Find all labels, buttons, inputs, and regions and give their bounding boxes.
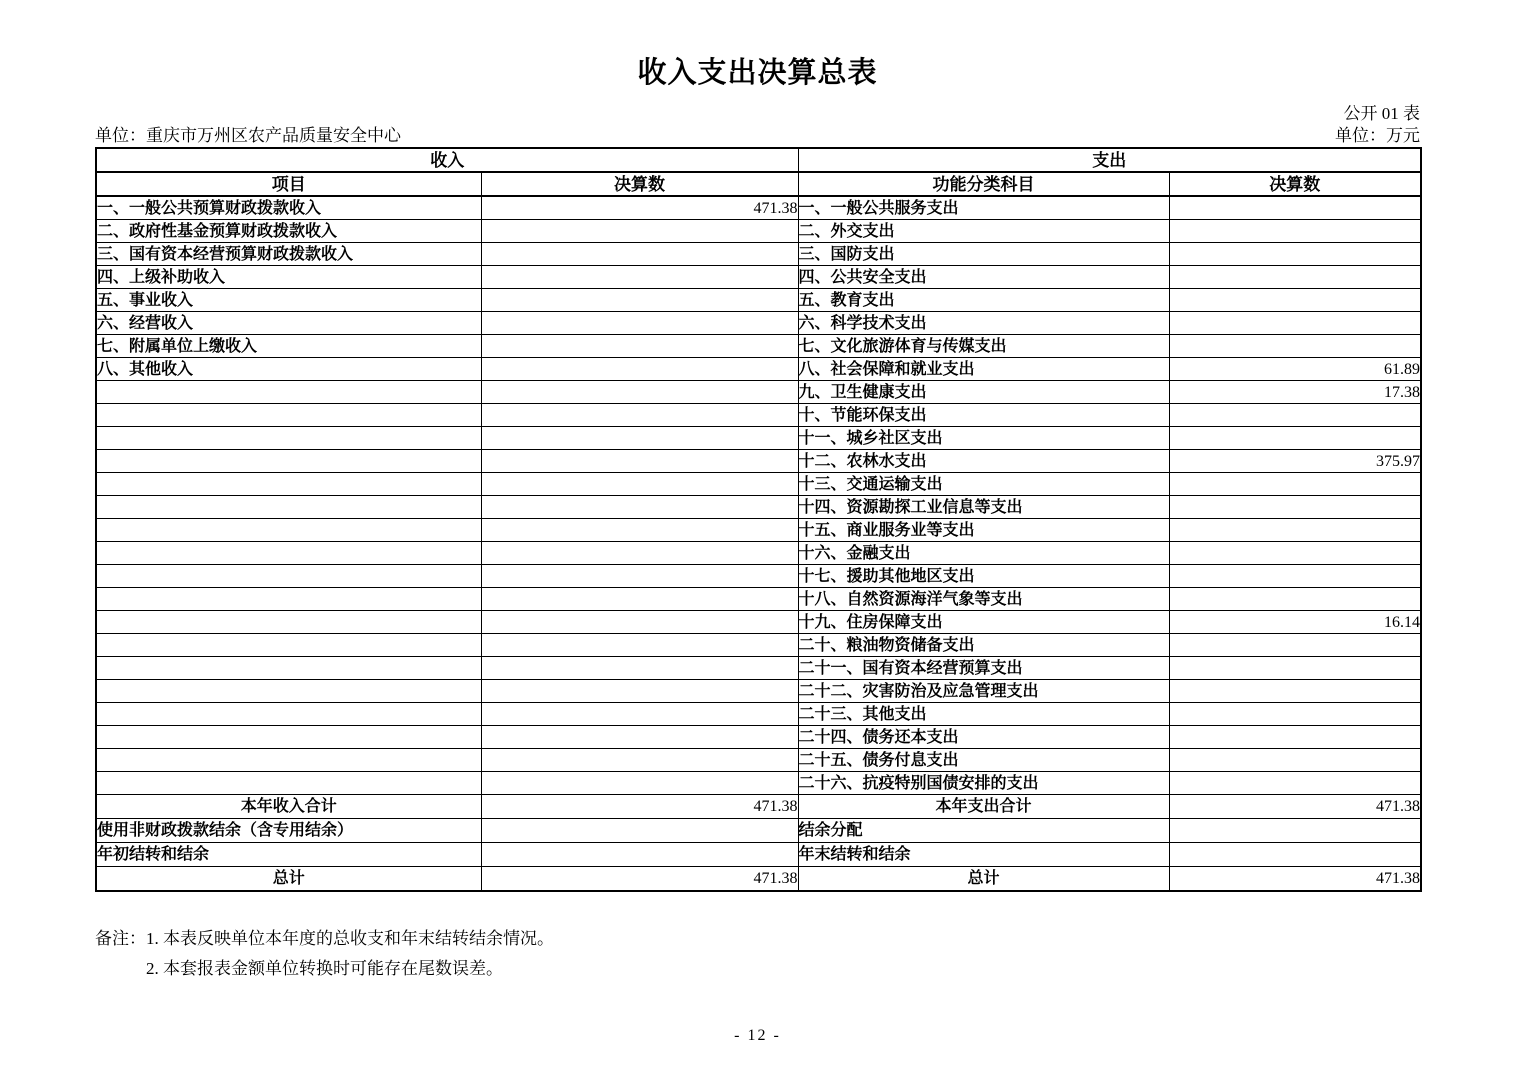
expense-amount-cell (1169, 335, 1421, 358)
income-item-cell (96, 749, 481, 772)
income-item-cell: 年初结转和结余 (96, 843, 481, 867)
income-item-cell: 四、上级补助收入 (96, 266, 481, 289)
income-item-cell (96, 473, 481, 496)
table-row (96, 795, 1421, 819)
income-amount-cell (481, 243, 798, 266)
income-amount-cell (481, 819, 798, 843)
expense-amount-cell (1169, 243, 1421, 266)
income-item-cell (96, 772, 481, 795)
income-amount-cell (481, 634, 798, 657)
income-item-cell: 三、国有资本经营预算财政拨款收入 (96, 243, 481, 266)
expense-item-cell: 十六、金融支出 (798, 542, 1169, 565)
table-row (96, 312, 1421, 335)
table-row (96, 266, 1421, 289)
expense-item-cell: 十四、资源勘探工业信息等支出 (798, 496, 1169, 519)
table-row (96, 427, 1421, 450)
income-amount-cell (481, 404, 798, 427)
table-row (96, 565, 1421, 588)
expense-amount-cell (1169, 519, 1421, 542)
income-item-cell (96, 634, 481, 657)
column-header-row (96, 172, 1421, 196)
income-amount-cell (481, 726, 798, 749)
table-row (96, 819, 1421, 843)
income-item-cell: 五、事业收入 (96, 289, 481, 312)
expense-item-cell: 一、一般公共服务支出 (798, 196, 1169, 220)
table-row (96, 611, 1421, 634)
income-amount-cell (481, 312, 798, 335)
expense-amount-cell (1169, 427, 1421, 450)
table-row (96, 657, 1421, 680)
expense-amount-cell (1169, 843, 1421, 867)
expense-item-cell: 六、科学技术支出 (798, 312, 1169, 335)
income-item-cell: 总计 (96, 867, 481, 892)
income-amount-cell (481, 843, 798, 867)
table-row (96, 542, 1421, 565)
expense-item-cell: 结余分配 (798, 819, 1169, 843)
expense-item-cell: 二十四、债务还本支出 (798, 726, 1169, 749)
income-amount-cell (481, 703, 798, 726)
unit-row (95, 125, 1420, 147)
income-amount-cell (481, 565, 798, 588)
income-item-column-header: 项目 (96, 172, 481, 196)
table-row (96, 680, 1421, 703)
expense-amount-cell: 471.38 (1169, 867, 1421, 892)
income-item-cell: 六、经营收入 (96, 312, 481, 335)
income-amount-cell: 471.38 (481, 867, 798, 892)
table-row (96, 243, 1421, 266)
notes-label: 备注： (95, 929, 146, 948)
income-item-cell (96, 404, 481, 427)
expense-item-cell: 二十六、抗疫特别国债安排的支出 (798, 772, 1169, 795)
expense-item-cell: 二十一、国有资本经营预算支出 (798, 657, 1169, 680)
expense-item-cell: 十一、城乡社区支出 (798, 427, 1169, 450)
expense-item-cell: 八、社会保障和就业支出 (798, 358, 1169, 381)
income-amount-cell (481, 335, 798, 358)
income-amount-column-header: 决算数 (481, 172, 798, 196)
table-row (96, 588, 1421, 611)
table-row (96, 867, 1421, 892)
expense-item-cell: 九、卫生健康支出 (798, 381, 1169, 404)
income-amount-cell (481, 611, 798, 634)
income-amount-cell (481, 473, 798, 496)
expense-item-cell: 总计 (798, 867, 1169, 892)
income-amount-cell (481, 289, 798, 312)
expense-amount-cell (1169, 542, 1421, 565)
table-row (96, 450, 1421, 473)
table-row (96, 519, 1421, 542)
org-unit-label: 单位：重庆市万州区农产品质量安全中心 (95, 126, 401, 145)
table-row (96, 496, 1421, 519)
expense-amount-cell: 375.97 (1169, 450, 1421, 473)
page-title: 收入支出决算总表 (637, 57, 878, 89)
expense-item-cell: 十二、农林水支出 (798, 450, 1169, 473)
section-header-row (96, 148, 1421, 172)
income-item-cell: 本年收入合计 (96, 795, 481, 819)
income-item-cell: 一、一般公共预算财政拨款收入 (96, 196, 481, 220)
table-row (96, 772, 1421, 795)
expense-item-cell: 七、文化旅游体育与传媒支出 (798, 335, 1169, 358)
income-item-cell (96, 450, 481, 473)
note-text-2: 2. 本套报表金额单位转换时可能存在尾数误差。 (146, 959, 503, 978)
income-amount-cell (481, 772, 798, 795)
expense-amount-cell (1169, 634, 1421, 657)
income-amount-cell (481, 542, 798, 565)
table-row (96, 843, 1421, 867)
income-amount-cell (481, 427, 798, 450)
expense-item-cell: 十、节能环保支出 (798, 404, 1169, 427)
expense-amount-cell (1169, 220, 1421, 243)
income-item-cell (96, 427, 481, 450)
table-row (96, 726, 1421, 749)
table-row (96, 749, 1421, 772)
expense-item-cell: 二十三、其他支出 (798, 703, 1169, 726)
expense-item-cell: 三、国防支出 (798, 243, 1169, 266)
expense-item-cell: 十三、交通运输支出 (798, 473, 1169, 496)
table-row (96, 220, 1421, 243)
expense-item-cell: 五、教育支出 (798, 289, 1169, 312)
income-item-cell (96, 381, 481, 404)
expense-amount-cell (1169, 473, 1421, 496)
income-item-cell (96, 519, 481, 542)
expense-item-cell: 年末结转和结余 (798, 843, 1169, 867)
expense-amount-cell (1169, 289, 1421, 312)
income-item-cell (96, 588, 481, 611)
expense-amount-cell (1169, 496, 1421, 519)
note-line-1 (95, 924, 1420, 954)
income-item-cell (96, 703, 481, 726)
income-item-cell: 七、附属单位上缴收入 (96, 335, 481, 358)
expense-item-cell: 二十五、债务付息支出 (798, 749, 1169, 772)
income-section-header: 收入 (96, 148, 798, 172)
table-code: 公开 01 表 (1343, 104, 1420, 123)
income-amount-cell: 471.38 (481, 795, 798, 819)
table-row (96, 473, 1421, 496)
table-row (96, 634, 1421, 657)
income-amount-cell (481, 749, 798, 772)
expense-item-cell: 十七、援助其他地区支出 (798, 565, 1169, 588)
expense-amount-cell (1169, 749, 1421, 772)
expense-amount-cell: 17.38 (1169, 381, 1421, 404)
income-amount-cell (481, 381, 798, 404)
expense-amount-cell (1169, 819, 1421, 843)
income-amount-cell (481, 657, 798, 680)
income-amount-cell (481, 496, 798, 519)
expense-amount-cell (1169, 196, 1421, 220)
expense-amount-cell (1169, 657, 1421, 680)
expense-item-cell: 本年支出合计 (798, 795, 1169, 819)
income-item-cell: 使用非财政拨款结余（含专用结余） (96, 819, 481, 843)
page-number: - 12 - (734, 1027, 781, 1044)
note-text-1: 1. 本表反映单位本年度的总收支和年末结转结余情况。 (146, 929, 554, 948)
income-amount-cell: 471.38 (481, 196, 798, 220)
expense-amount-cell: 471.38 (1169, 795, 1421, 819)
expense-item-cell: 十九、住房保障支出 (798, 611, 1169, 634)
expense-item-cell: 二十二、灾害防治及应急管理支出 (798, 680, 1169, 703)
expense-section-header: 支出 (798, 148, 1421, 172)
currency-unit-label: 单位：万元 (1335, 126, 1420, 145)
income-item-cell (96, 611, 481, 634)
table-row (96, 381, 1421, 404)
expense-amount-cell (1169, 703, 1421, 726)
income-amount-cell (481, 519, 798, 542)
income-amount-cell (481, 450, 798, 473)
income-amount-cell (481, 358, 798, 381)
expense-item-cell: 二、外交支出 (798, 220, 1169, 243)
table-row (96, 703, 1421, 726)
expense-amount-cell: 16.14 (1169, 611, 1421, 634)
income-item-cell (96, 680, 481, 703)
income-item-cell (96, 657, 481, 680)
income-item-cell: 八、其他收入 (96, 358, 481, 381)
table-row (96, 335, 1421, 358)
expense-item-cell: 十八、自然资源海洋气象等支出 (798, 588, 1169, 611)
expense-item-cell: 十五、商业服务业等支出 (798, 519, 1169, 542)
income-amount-cell (481, 220, 798, 243)
expense-amount-cell (1169, 680, 1421, 703)
expense-amount-cell (1169, 772, 1421, 795)
income-amount-cell (481, 588, 798, 611)
expense-item-cell: 二十、粮油物资储备支出 (798, 634, 1169, 657)
notes (95, 924, 1420, 984)
expense-amount-cell (1169, 565, 1421, 588)
expense-amount-cell (1169, 588, 1421, 611)
table-row (96, 404, 1421, 427)
income-item-cell: 二、政府性基金预算财政拨款收入 (96, 220, 481, 243)
summary-table (95, 147, 1422, 892)
income-amount-cell (481, 680, 798, 703)
income-item-cell (96, 496, 481, 519)
table-row (96, 358, 1421, 381)
expense-amount-cell (1169, 266, 1421, 289)
expense-amount-cell (1169, 312, 1421, 335)
income-item-cell (96, 726, 481, 749)
expense-amount-cell (1169, 726, 1421, 749)
expense-amount-cell (1169, 404, 1421, 427)
expense-item-column-header: 功能分类科目 (798, 172, 1169, 196)
income-item-cell (96, 565, 481, 588)
table-row (96, 196, 1421, 220)
expense-item-cell: 四、公共安全支出 (798, 266, 1169, 289)
table-row (96, 289, 1421, 312)
content-area (95, 103, 1420, 984)
expense-amount-cell: 61.89 (1169, 358, 1421, 381)
expense-amount-column-header: 决算数 (1169, 172, 1421, 196)
income-item-cell (96, 542, 481, 565)
income-amount-cell (481, 266, 798, 289)
